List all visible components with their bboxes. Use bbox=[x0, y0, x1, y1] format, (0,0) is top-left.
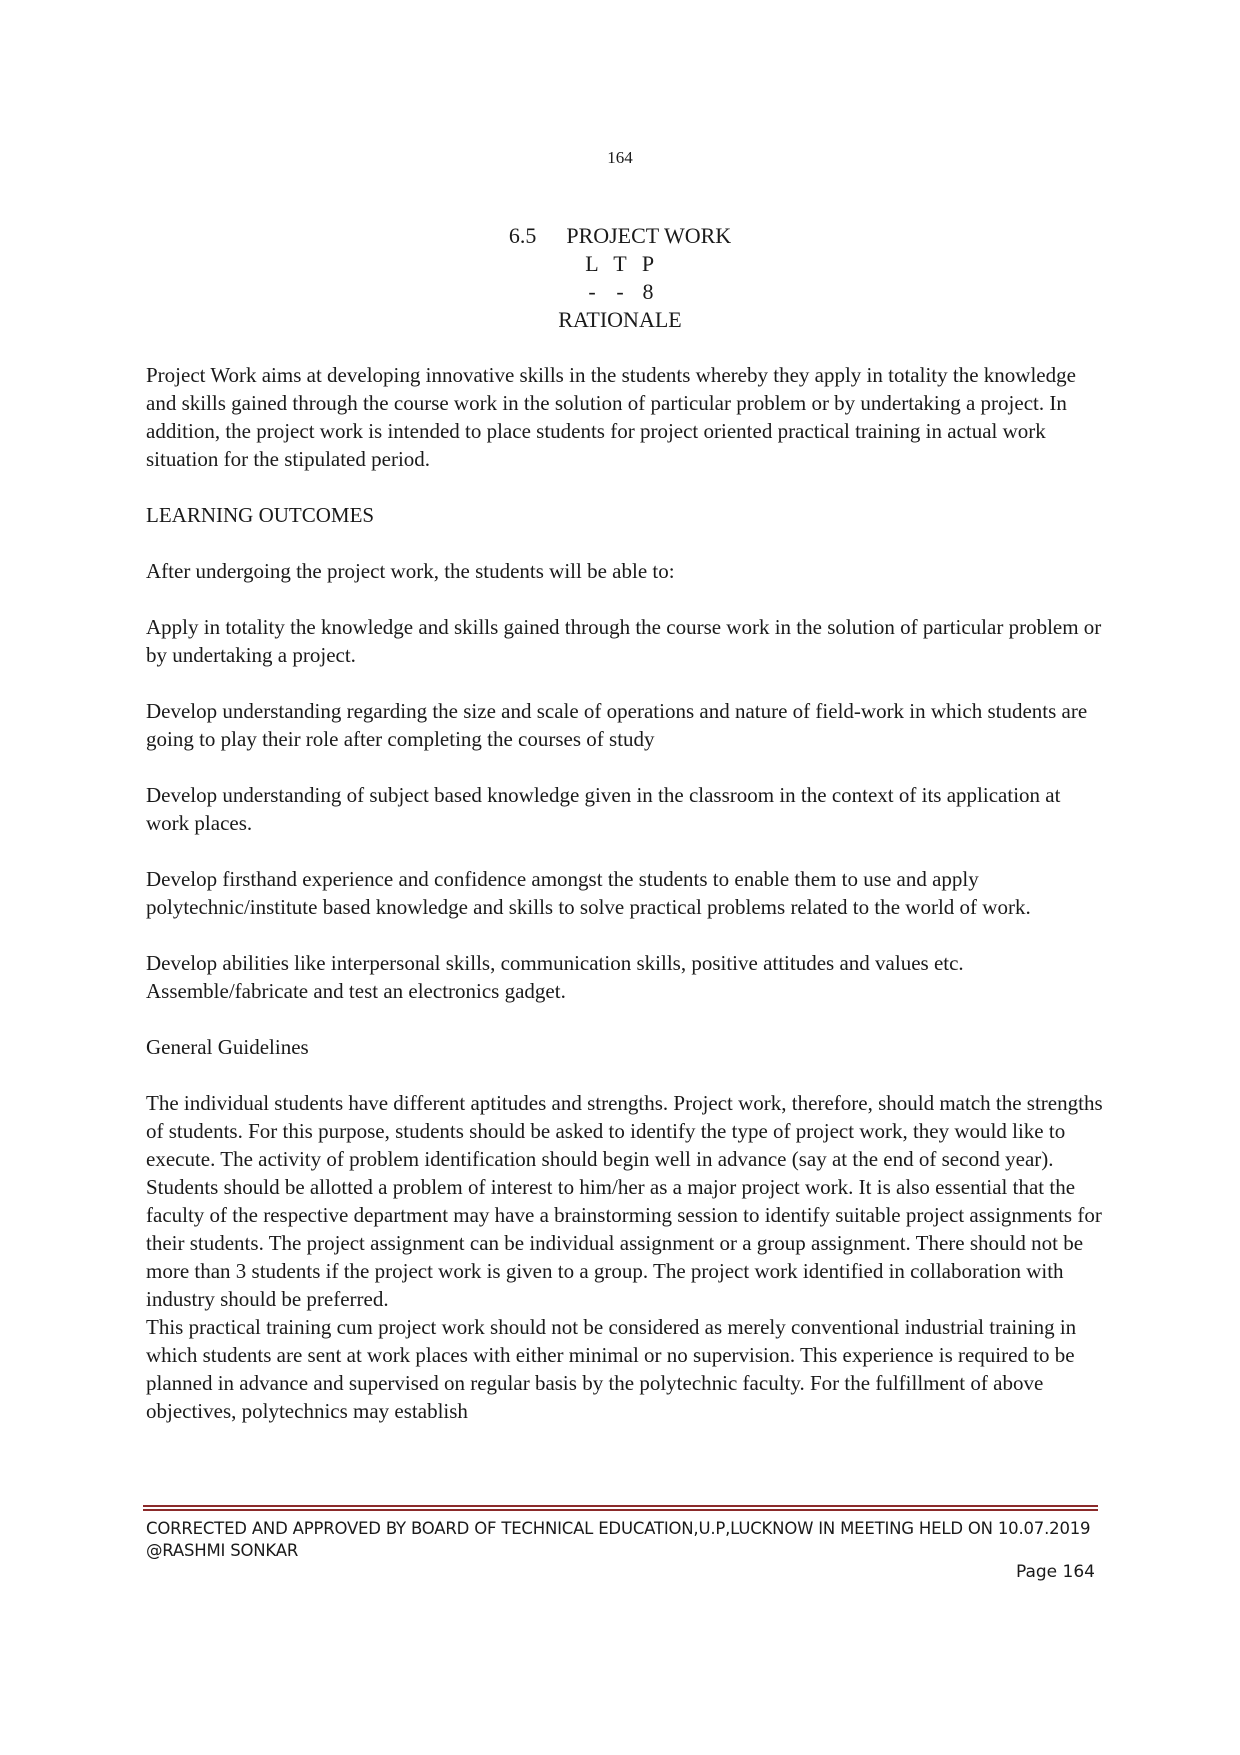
ltp-values bbox=[0, 278, 1240, 306]
learning-outcome-item: Apply in totality the knowledge and skills gained through the course work in the solution of particular problem or by undertaking a project. bbox=[146, 615, 1102, 667]
ltp-labels bbox=[0, 250, 1240, 278]
learning-outcome-item: Develop firsthand experience and confidence amongst the students to enable them to use and apply polytechnic/institute based knowledge and skills to solve practical problems related to the world of work. bbox=[146, 867, 1031, 919]
ltp-value-t: - bbox=[616, 279, 624, 304]
general-guidelines-heading: General Guidelines bbox=[146, 1035, 309, 1059]
ltp-label-l: L bbox=[585, 251, 599, 276]
ltp-label-t: T bbox=[613, 251, 627, 276]
section-title-line bbox=[0, 222, 1240, 250]
guidelines-paragraph-1: The individual students have different aptitudes and strengths. Project work, therefore, should match the strengths of students. For this purpose, students should be asked to identify the type of project work, they would like to execute. The activity of problem identification should begin well in advance (say at the end of second year). Students should be allotted a problem of interest to him/her as a major project work. It is also essential that the faculty of the respective department may have a brainstorming session to identify suitable project assignments for their students. The project assignment can be individual assignment or a group assignment. There should not be more than 3 students if the project work is given to a group. The project work identified in collaboration with industry should be preferred. bbox=[146, 1091, 1103, 1311]
footer-page-number: Page 164 bbox=[1015, 1562, 1095, 1582]
rationale-paragraph: Project Work aims at developing innovative skills in the students whereby they apply in totality the knowledge and skills gained through the course work in the solution of particular problem or by undertaking a project. In addition, the project work is intended to place students for project oriented practical training in actual work situation for the stipulated period. bbox=[146, 363, 1076, 471]
section-number: 6.5 bbox=[508, 223, 537, 248]
ltp-value-l: - bbox=[588, 279, 596, 304]
learning-outcome-item: Develop understanding of subject based knowledge given in the classroom in the context of its application at work places. bbox=[146, 783, 1061, 835]
section-heading bbox=[0, 222, 1240, 334]
learning-outcomes-heading: LEARNING OUTCOMES bbox=[146, 503, 375, 527]
footer-note: CORRECTED AND APPROVED BY BOARD OF TECHNICAL EDUCATION,U.P,LUCKNOW IN MEETING HELD ON 10.07.2019 @RASHMI SONKAR bbox=[146, 1519, 1091, 1560]
ltp-value-p: 8 bbox=[642, 279, 654, 304]
top-page-number: 164 bbox=[607, 148, 633, 167]
ltp-label-p: P bbox=[641, 251, 655, 276]
learning-outcome-item: Develop understanding regarding the size and scale of operations and nature of field-work in which students are going to play their role after completing the courses of study bbox=[146, 699, 1088, 751]
guidelines-paragraph-2: This practical training cum project work should not be considered as merely conventional industrial training in which students are sent at work places with either minimal or no supervision. This experience is required to be planned in advance and supervised on regular basis by the polytechnic faculty. For the fulfillment of above objectives, polytechnics may establish bbox=[146, 1315, 1077, 1423]
footer-divider bbox=[143, 1505, 1098, 1511]
section-title: PROJECT WORK bbox=[566, 223, 732, 248]
learning-outcomes-intro: After undergoing the project work, the students will be able to: bbox=[146, 559, 675, 583]
rationale-heading: RATIONALE bbox=[558, 307, 682, 332]
learning-outcome-item: Develop abilities like interpersonal skills, communication skills, positive attitudes and values etc. Assemble/fabricate and test an electronics gadget. bbox=[146, 951, 964, 1003]
page-body bbox=[146, 361, 1106, 1425]
